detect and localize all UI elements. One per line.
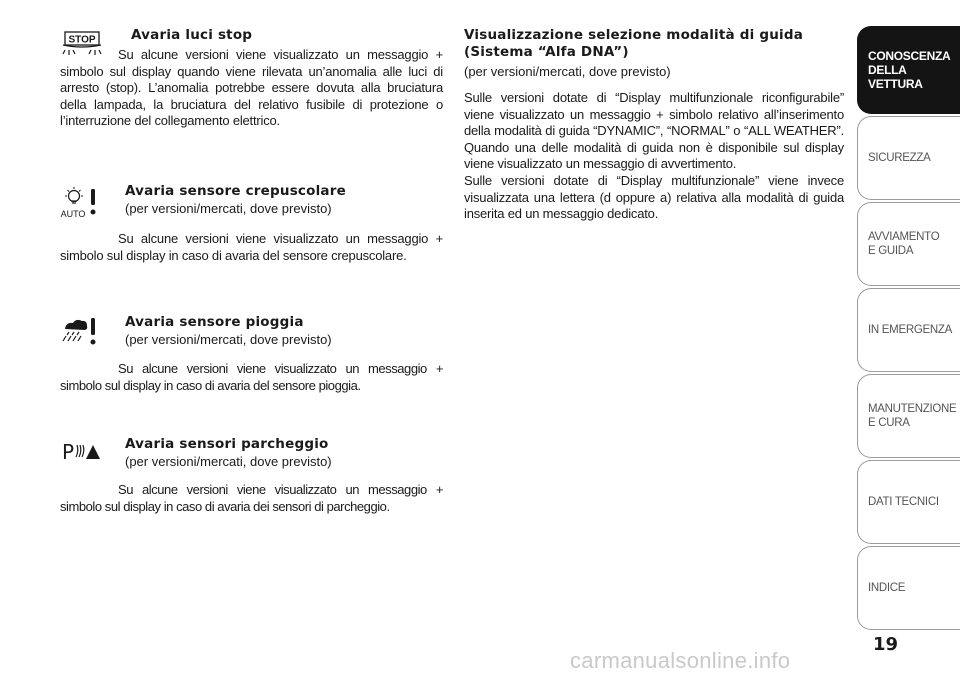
stop-body [60, 47, 443, 130]
twilight-sensor-failure-icon [60, 186, 104, 220]
parcheggio-body [60, 482, 443, 515]
crepuscolare-body [60, 231, 443, 264]
dna-subtitle: (per versioni/mercati, dove previsto) [464, 64, 671, 79]
tab-label: CONOSCENZA DELLA VETTURA [868, 49, 951, 91]
watermark-text: carmanualsonline.info [570, 648, 791, 673]
crepuscolare-title: Avaria sensore crepuscolare [125, 183, 346, 199]
parcheggio-subtitle: (per versioni/mercati, dove previsto) [125, 454, 332, 469]
tab-conoscenza-della-vettura[interactable] [857, 26, 960, 114]
parcheggio-title: Avaria sensori parcheggio [125, 436, 329, 452]
chapter-tabs-sidebar [857, 0, 960, 640]
parking-sensor-failure-icon [60, 437, 104, 467]
tab-indice[interactable] [857, 546, 960, 630]
stop-title: Avaria luci stop [131, 27, 253, 43]
tab-label: INDICE [868, 582, 906, 594]
tab-sicurezza[interactable] [857, 116, 960, 200]
tab-dati-tecnici[interactable] [857, 460, 960, 544]
dna-paragraph-1: Sulle versioni dotate di “Display multifunzionale riconfigurabile” viene visualizzato un messaggio + simbolo relativo all’inserimento della modalità di guida “DYNAMIC”, “NORMAL” o “ALL WEATHER”. Quando una delle modalità di guida non è disponibile sul display viene visualizzato un messaggio di avvertimento. [464, 90, 844, 172]
tab-label: AVVIAMENTO E GUIDA [868, 231, 940, 257]
rain-sensor-failure-icon [60, 315, 104, 349]
pioggia-title: Avaria sensore pioggia [125, 314, 304, 330]
tab-label: MANUTENZIONE E CURA [868, 403, 957, 429]
stop-paragraph: Su alcune versioni viene visualizzato un messaggio + simbolo sul display quando viene rilevata un’anomalia alle luci di arresto (stop). L’anomalia potrebbe essere dovuta alla bruciatura della lampada, la bruciatura del relativo fusibile di protezione o l’interruzione del collegamento elettrico. [60, 47, 443, 129]
tab-label: SICUREZZA [868, 152, 931, 164]
crepuscolare-subtitle: (per versioni/mercati, dove previsto) [125, 201, 332, 216]
svg-text:P: P [62, 440, 75, 464]
tab-label: IN EMERGENZA [868, 324, 952, 336]
svg-text:STOP: STOP [68, 34, 96, 46]
crepuscolare-paragraph: Su alcune versioni viene visualizzato un messaggio + simbolo sul display in caso di avaria del sensore crepuscolare. [60, 231, 443, 263]
pioggia-subtitle: (per versioni/mercati, dove previsto) [125, 332, 332, 347]
pioggia-body [60, 361, 443, 394]
dna-paragraph-2: Sulle versioni dotate di “Display multifunzionale” viene invece visualizzata una lettera (d oppure a) relativa alla modalità di guida inserita ed un messaggio dedicato. [464, 172, 844, 222]
parcheggio-paragraph: Su alcune versioni viene visualizzato un messaggio + simbolo sul display in caso di avaria dei sensori di parcheggio. [60, 482, 443, 514]
svg-text:AUTO: AUTO [60, 209, 86, 219]
pioggia-paragraph: Su alcune versioni viene visualizzato un messaggio + simbolo sul display in caso di avaria del sensore pioggia. [60, 361, 443, 393]
page-number: 19 [873, 634, 899, 655]
dna-body [464, 90, 844, 223]
tab-in-emergenza[interactable] [857, 288, 960, 372]
tab-label: DATI TECNICI [868, 496, 939, 508]
dna-title-line1: Visualizzazione selezione modalità di guida [464, 27, 804, 43]
tab-avviamento-e-guida[interactable] [857, 202, 960, 286]
tab-manutenzione-e-cura[interactable] [857, 374, 960, 458]
dna-title-line2: (Sistema “Alfa DNA”) [464, 44, 629, 60]
